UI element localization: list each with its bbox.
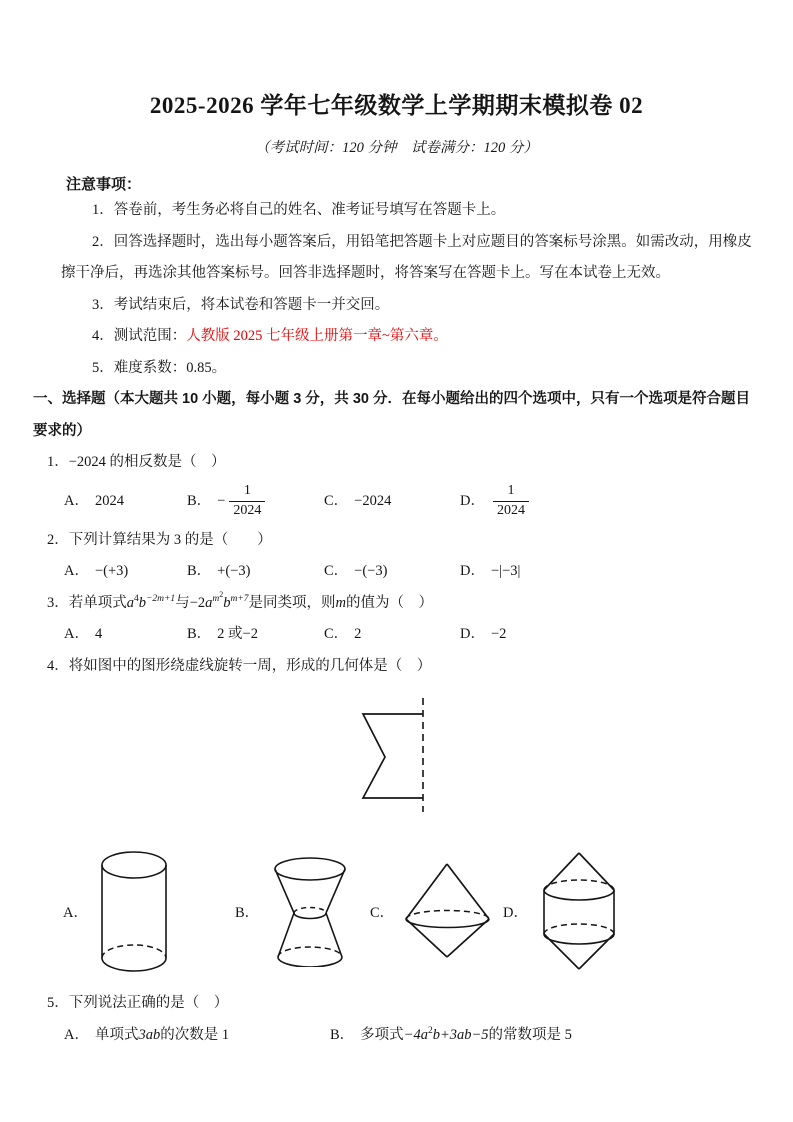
q4-option-d: [503, 850, 624, 972]
rotation-source-figure: [353, 696, 760, 814]
q3-stem-mid: 与: [175, 594, 190, 611]
q2-option-a-value: −(+3): [94, 563, 129, 579]
question-3-stem: [47, 588, 760, 620]
q1-option-a-value: 2024: [94, 492, 124, 509]
section-1-heading: 一、选择题（本大题共 10 小题，每小题 3 分，共 30 分．在每小题给出的四个选项中，只有一个选项是符合题目要求的）: [33, 391, 750, 439]
exponent-base: m: [212, 593, 220, 604]
q4-option-c: [370, 861, 503, 961]
q3-monomial-1: [127, 595, 175, 611]
q5-option-b-polynomial: [404, 1020, 489, 1052]
option-a-label: A．: [64, 1026, 89, 1043]
option-c-label: C．: [324, 563, 349, 579]
option-b-label: B．: [187, 563, 212, 579]
option-c-label: C．: [324, 492, 349, 509]
cylinder-figure: [94, 850, 174, 972]
q1-option-c-value: −2024: [354, 492, 392, 509]
q1-option-d-fraction: [493, 483, 529, 520]
fraction-numerator: 1: [229, 483, 265, 502]
q5-option-b-post: 的常数项是 5: [488, 1026, 572, 1043]
math-term: −4a: [403, 1026, 428, 1043]
q2-option-a: [64, 556, 187, 588]
q2-option-d: [460, 556, 760, 588]
q5-option-a-post: 的次数是 1: [160, 1026, 230, 1043]
option-d-label: D．: [503, 904, 528, 921]
q1-option-c: [324, 486, 460, 518]
q3-option-c: [324, 619, 460, 651]
q5-option-a-pre: 单项式: [94, 1026, 139, 1043]
q5-option-a-math: 3ab: [138, 1026, 161, 1043]
option-a-label: A．: [64, 492, 89, 509]
notice-item-2: 2．回答选择题时，选出每小题答案后，用铅笔把答题卡上对应题目的答案标号涂黑。如需改动，用橡皮擦干净后，再选涂其他答案标号。回答非选择题时，将答案写在答题卡上。写在本试卷上无效。: [61, 233, 752, 281]
math-coefficient: −2: [189, 594, 206, 611]
q3-stem-post1: 是同类项，则: [248, 594, 336, 611]
math-base: a: [126, 594, 134, 611]
question-3-options: [64, 619, 760, 651]
option-b-label: B．: [187, 492, 212, 509]
math-term: b+3ab−5: [432, 1026, 489, 1043]
math-exponent: 4: [134, 593, 139, 604]
q1-option-b-fraction: [229, 483, 265, 520]
q3-stem-post2: 的值为（ ）: [346, 594, 434, 611]
cylinder-with-cones-figure: [534, 850, 624, 972]
q2-option-c-value: −(−3): [354, 563, 388, 579]
math-variable-m: m: [335, 594, 347, 611]
option-a-label: A．: [64, 626, 89, 642]
math-exponent: m+7: [230, 593, 249, 604]
question-5: [33, 988, 760, 1051]
option-a-label: A．: [64, 563, 89, 579]
q3-option-d-value: −2: [490, 626, 507, 642]
q3-option-b: [187, 619, 324, 651]
math-base: b: [223, 594, 231, 611]
math-exponent: −2m+1: [146, 593, 176, 604]
q3-stem-pre: 3．若单项式: [47, 594, 127, 611]
bicone-figure: [400, 861, 495, 961]
notice-item-1: 1．答卷前，考生务必将自己的姓名、准考证号填写在答题卡上。: [92, 202, 506, 218]
q3-option-c-value: 2: [354, 626, 362, 642]
notice-item-4-prefix: 4．测试范围：: [92, 328, 187, 344]
notice-item-3: 3．考试结束后，将本试卷和答题卡一并交回。: [92, 296, 390, 313]
math-exponent: [212, 589, 224, 604]
flag-profile-figure: [353, 696, 453, 814]
exponent-superscript: 2: [219, 589, 224, 599]
option-d-label: D．: [460, 492, 485, 509]
q5-option-a: [64, 1020, 330, 1052]
fraction-denominator: 2024: [233, 503, 262, 518]
exam-title: 2025-2026 学年七年级数学上学期期末模拟卷 02: [149, 93, 644, 118]
q2-option-c: [324, 556, 460, 588]
q2-option-b: [187, 556, 324, 588]
q3-monomial-2: [189, 589, 249, 611]
math-base: b: [138, 594, 146, 611]
exam-meta: （考试时间：120 分钟 试卷满分：120 分）: [255, 140, 538, 156]
question-1-stem: 1．−2024 的相反数是（ ）: [47, 454, 226, 470]
question-5-stem: 5．下列说法正确的是（ ）: [47, 995, 229, 1011]
question-2-stem: 2．下列计算结果为 3 的是（ ）: [47, 531, 272, 548]
question-5-options: [64, 1020, 760, 1052]
option-a-label: A．: [63, 904, 88, 921]
notice-heading: 注意事项：: [66, 176, 142, 193]
option-c-label: C．: [370, 904, 395, 921]
question-4-stem: 4．将如图中的图形绕虚线旋转一周，形成的几何体是（ ）: [47, 657, 432, 674]
option-d-label: D．: [460, 626, 485, 642]
q2-option-b-value: +(−3): [217, 563, 251, 579]
option-b-label: B．: [187, 626, 212, 642]
fraction-numerator: 1: [493, 483, 529, 502]
option-b-label: B．: [235, 904, 260, 921]
fraction-denominator: 2024: [496, 503, 525, 518]
q3-option-a: [64, 619, 187, 651]
q3-option-b-value: 2 或−2: [217, 626, 258, 642]
math-exponent: 2: [427, 1025, 433, 1036]
question-1-options: [64, 479, 760, 525]
q5-option-b: [330, 1020, 572, 1052]
option-d-label: D．: [460, 563, 485, 579]
flag-outline: [363, 714, 423, 798]
q4-option-a: [63, 850, 235, 972]
q1-option-d: [460, 483, 760, 520]
q5-option-b-pre: 多项式: [360, 1026, 404, 1043]
q1-option-a: [64, 486, 187, 518]
q1-option-b-minus: −: [217, 492, 226, 509]
q2-option-d-value: −|−3|: [490, 563, 521, 579]
math-base: a: [205, 594, 213, 611]
notice-item-5: 5．难度系数：0.85。: [92, 359, 227, 376]
option-c-label: C．: [324, 626, 349, 642]
notice-item-4: [61, 321, 760, 353]
option-b-label: B．: [330, 1026, 355, 1043]
question-2-options: [64, 556, 760, 588]
q1-option-b: [187, 483, 324, 520]
hourglass-frustums-figure: [265, 855, 355, 967]
q4-option-b: [235, 855, 370, 967]
test-scope-highlight: 人教版 2025 七年级上册第一章~第六章。: [186, 328, 448, 344]
q3-option-a-value: 4: [94, 626, 103, 642]
q3-option-d: [460, 619, 760, 651]
question-4-options: [63, 850, 760, 972]
